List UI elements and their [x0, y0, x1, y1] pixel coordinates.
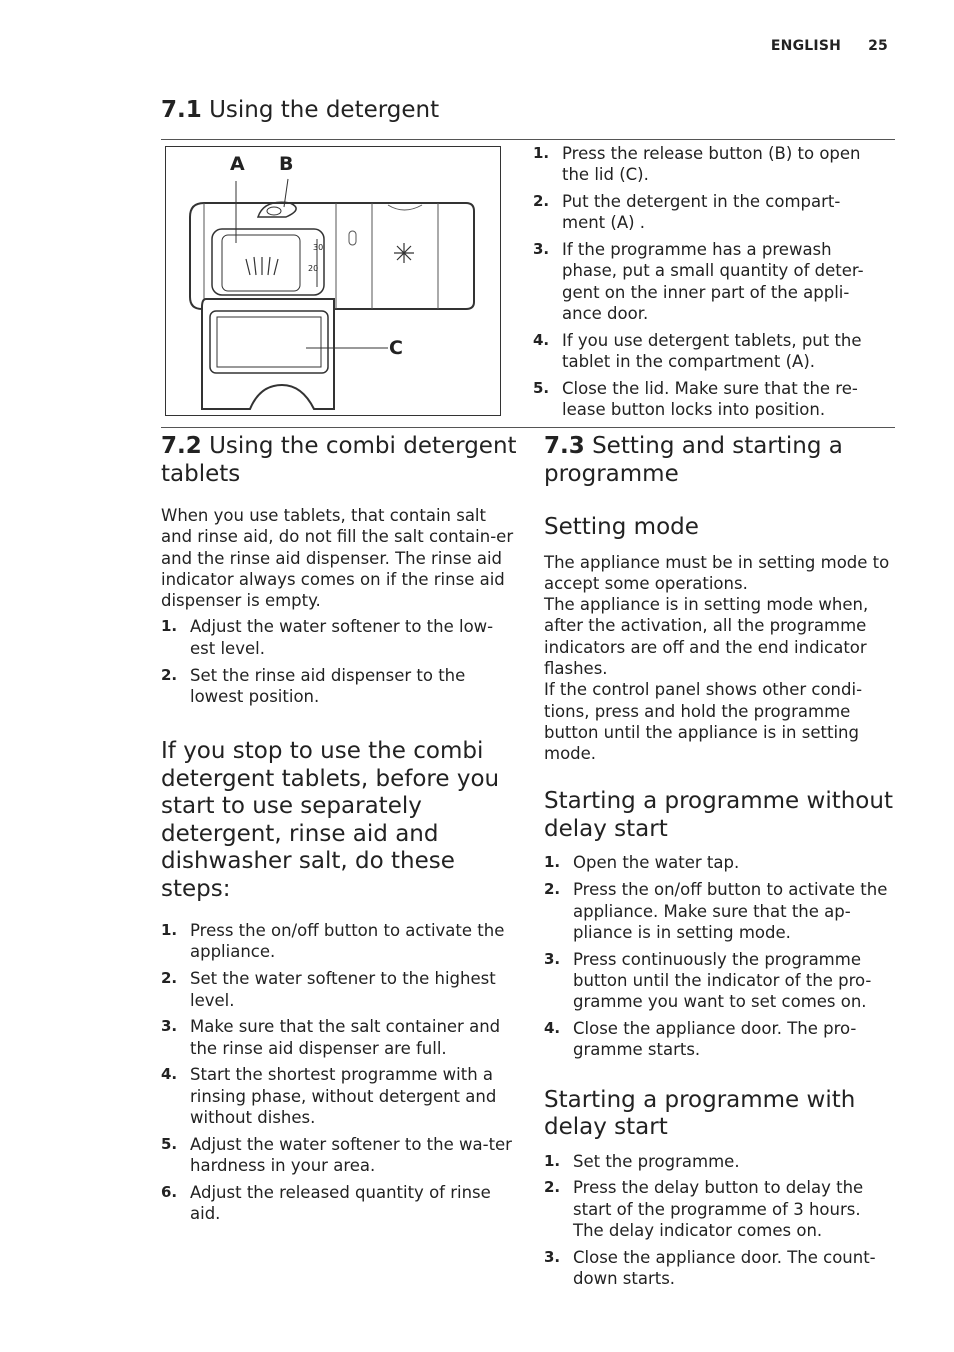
list-item	[544, 949, 896, 1013]
list-item	[533, 191, 881, 234]
step-number: 3.	[544, 949, 561, 968]
combi-tablets-intro: When you use tablets, that contain salt and rinse aid, do not fill the salt contain-er and the rinse aid dispenser. The rinse aid indicator always comes on if the rinse aid dispenser is empty.	[161, 506, 514, 611]
step-number: 2.	[161, 665, 178, 684]
step-number: 6.	[161, 1182, 178, 1201]
no-delay-heading: Starting a programme without delay start	[544, 788, 893, 842]
step-text: Press the on/off button to activate the appliance. Make sure that the ap-pliance is in setting mode.	[573, 880, 888, 942]
step-text: Press the on/off button to activate the appliance.	[190, 921, 505, 962]
list-item	[544, 1018, 896, 1061]
step-text: Press the delay button to delay the start of the programme of 3 hours. The delay indicator comes on.	[573, 1178, 864, 1241]
step-number: 3.	[161, 1017, 178, 1036]
figure-label-a: A	[230, 153, 245, 175]
list-item	[533, 330, 881, 373]
right-column	[544, 432, 896, 1295]
step-text: Close the appliance door. The count-down starts.	[573, 1247, 876, 1289]
list-item	[533, 143, 881, 186]
step-text: Press the release button (B) to open the lid (C).	[562, 144, 861, 185]
list-item	[161, 920, 517, 963]
step-number: 2.	[161, 969, 178, 988]
section-7-3-heading	[544, 432, 896, 488]
list-item	[544, 1151, 896, 1172]
list-item	[161, 1064, 517, 1128]
list-item	[544, 852, 896, 873]
delay-heading: Starting a programme with delay start	[544, 1086, 856, 1141]
step-text: Make sure that the salt container and the rinse aid dispenser are full.	[190, 1017, 501, 1058]
step-number: 4.	[533, 330, 550, 349]
scale-mark-20: 20	[308, 264, 319, 273]
step-number: 1.	[544, 853, 561, 872]
step-number: 4.	[161, 1065, 178, 1084]
step-text: Put the detergent in the compart-ment (A) .	[562, 192, 841, 233]
section-7-1-heading	[161, 96, 439, 124]
list-item	[161, 665, 517, 708]
list-item	[533, 378, 881, 421]
step-text: If the programme has a prewash phase, put a small quantity of deter-gent on the inner part of the appli-ance door.	[562, 240, 864, 324]
section-number: 7.3	[544, 433, 585, 459]
divider	[161, 139, 895, 140]
list-item	[161, 1134, 517, 1177]
step-text: Open the water tap.	[573, 853, 740, 873]
list-item	[161, 1182, 517, 1225]
step-number: 5.	[533, 378, 550, 397]
section-number: 7.2	[161, 433, 202, 459]
stop-combi-heading: If you stop to use the combi detergent tablets, before you start to use separately detergent, rinse aid and dishwasher salt, do these steps:	[161, 738, 500, 902]
section-title: Using the detergent	[209, 97, 440, 123]
step-number: 1.	[544, 1151, 561, 1170]
step-text: Press continuously the programme button until the indicator of the pro-gramme you want to set comes on.	[573, 949, 872, 1012]
step-number: 1.	[161, 921, 178, 940]
detergent-dispenser-figure	[165, 146, 501, 416]
figure-label-c: C	[389, 337, 403, 359]
step-number: 2.	[533, 192, 550, 211]
step-number: 2.	[544, 1178, 561, 1197]
step-text: Set the programme.	[573, 1151, 740, 1171]
section-title: Using the combi detergent tablets	[161, 433, 517, 487]
step-text: Set the rinse aid dispenser to the lowest position.	[190, 665, 466, 706]
step-text: Start the shortest programme with a rinsing phase, without detergent and without dishes.	[190, 1065, 497, 1128]
stop-combi-steps	[161, 920, 517, 1224]
page-header	[749, 38, 888, 54]
step-text: Adjust the water softener to the low-est level.	[190, 617, 494, 658]
divider	[161, 427, 895, 428]
step-number: 5.	[161, 1134, 178, 1153]
step-text: If you use detergent tablets, put the tablet in the compartment (A).	[562, 330, 862, 372]
step-number: 1.	[161, 617, 178, 636]
header-language: ENGLISH	[770, 38, 842, 54]
step-text: Close the lid. Make sure that the re-lease button locks into position.	[562, 378, 858, 420]
list-item	[161, 1016, 517, 1059]
delay-steps	[544, 1151, 896, 1290]
step-text: Adjust the water softener to the wa-ter hardness in your area.	[190, 1134, 512, 1176]
step-number: 1.	[533, 144, 550, 162]
step-number: 3.	[533, 240, 550, 259]
list-item	[544, 1177, 896, 1241]
list-item	[544, 879, 896, 943]
setting-mode-heading: Setting mode	[544, 514, 699, 540]
no-delay-steps	[544, 852, 896, 1060]
list-item	[161, 616, 517, 659]
scale-mark-30: 30	[313, 243, 324, 252]
page-number: 25	[868, 38, 888, 54]
figure-label-b: B	[279, 153, 294, 175]
step-text: Adjust the released quantity of rinse aid.	[190, 1182, 491, 1224]
section-7-2-heading	[161, 432, 517, 488]
step-number: 4.	[544, 1019, 561, 1038]
step-number: 3.	[544, 1247, 561, 1266]
list-item	[544, 1247, 896, 1290]
list-item	[161, 968, 517, 1011]
list-item	[533, 239, 881, 324]
section-number: 7.1	[161, 97, 202, 123]
step-text: Set the water softener to the highest level.	[190, 969, 496, 1010]
combi-tablets-steps	[161, 616, 517, 707]
setting-mode-text: The appliance must be in setting mode to accept some operations. The appliance is in setting mode when, after the activation, all the programme indicators are off and the end indicator flashes. If the control panel shows other condi-tions, press and hold the programme button until the appliance is in setting mode.	[544, 552, 890, 764]
detergent-steps-list	[533, 143, 881, 426]
section-title: Setting and starting a programme	[544, 433, 843, 487]
step-text: Close the appliance door. The pro-gramme starts.	[573, 1019, 857, 1060]
dispenser-illustration	[166, 147, 500, 415]
left-column	[161, 432, 517, 1230]
step-number: 2.	[544, 880, 561, 899]
